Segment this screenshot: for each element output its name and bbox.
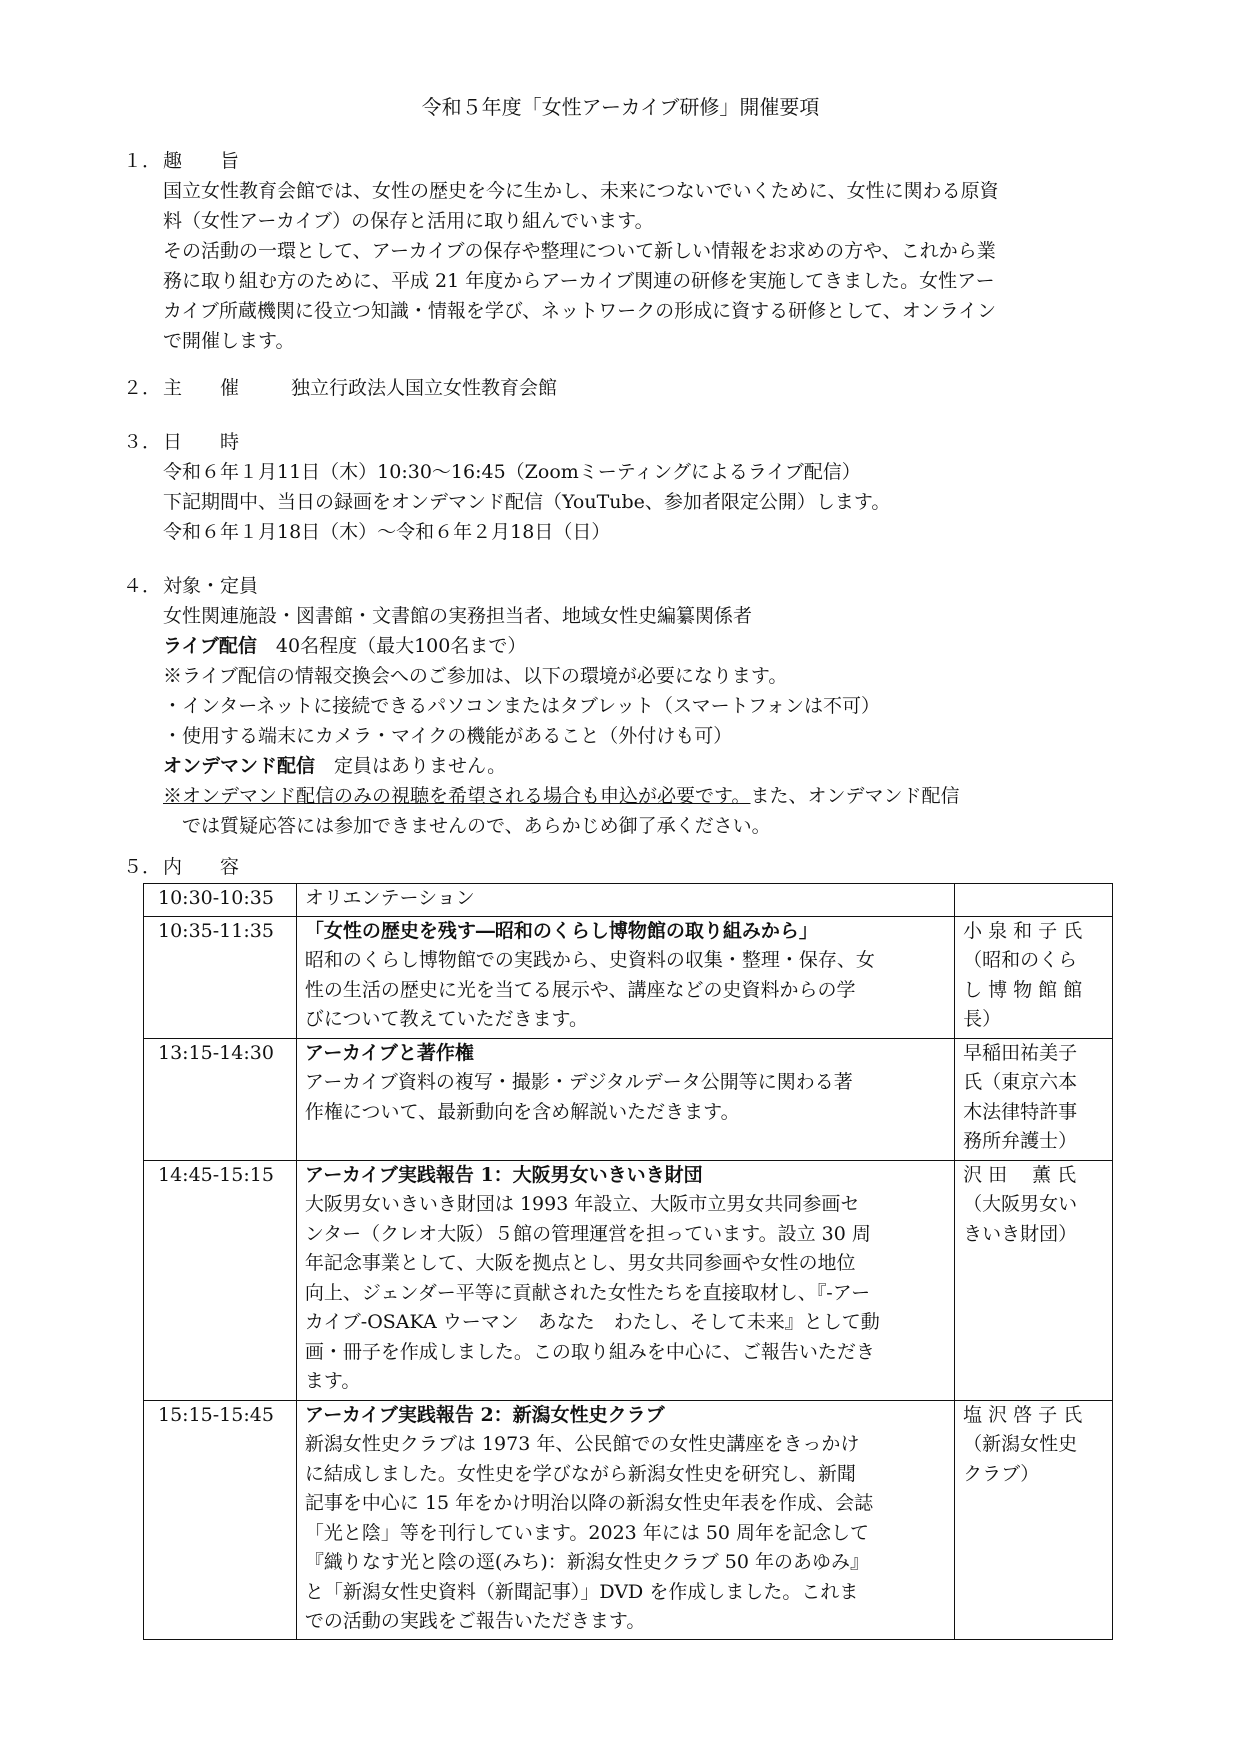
paragraph-line: カイブ所蔵機関に役立つ知識・情報を学び、ネットワークの形成に資する研修として、オンライン [163,300,997,322]
live-label: ライブ配信 [163,635,257,657]
section-label: 対象・定員 [163,575,259,597]
table-row [144,1160,1113,1400]
section-organizer [123,373,1123,403]
session-desc-line: での活動の実践をご報告いただきます。 [304,1610,646,1632]
speaker-cell [955,916,1113,1038]
speaker-line: 沢 田 薫 氏 [963,1163,1077,1186]
section-purpose [123,146,1123,356]
session-title: オリエンテーション [304,887,475,909]
section-body [163,457,1123,547]
section-number: ５． [123,856,162,878]
paragraph-line: 務に取り組む方のために、平成 21 年度からアーカイブ関連の研修を実施してきました。女性アー [163,270,995,292]
session-title: アーカイブと著作権 [304,1041,474,1064]
section-number: ２． [123,377,162,399]
section-heading [123,373,1123,403]
section-heading [123,427,1123,457]
section-number: ３． [123,431,162,453]
section-heading [123,146,1123,176]
live-note: ※ライブ配信の情報交換会へのご参加は、以下の環境が必要になります。 [163,665,788,687]
speaker-line: （大阪男女い [963,1193,1078,1215]
section-body [163,601,1123,841]
organizer-name: 独立行政法人国立女性教育会館 [291,377,558,399]
time-cell: 15:15-15:45 [144,1400,297,1639]
content-cell [296,1400,954,1639]
session-desc-line: 昭和のくらし博物館での実践から、史資料の収集・整理・保存、女 [304,949,875,971]
session-desc-line: アーカイブ資料の複写・撮影・デジタルデータ公開等に関わる著 [304,1071,853,1093]
session-title: 「女性の歴史を残す―昭和のくらし博物館の取り組みから」 [304,919,818,942]
session-desc-line: 「光と陰」等を刊行しています。2023 年には 50 周年を記念して [304,1521,870,1544]
session-desc-line: 『織りなす光と陰の逕(みち)：新潟女性史クラブ 50 年のあゆみ』 [304,1551,870,1573]
section-heading [123,852,1123,882]
paragraph-line: 国立女性教育会館では、女性の歴史を今に生かし、未来につないでいくために、女性に関わる原資 [163,180,999,202]
paragraph-line: その活動の一環として、アーカイブの保存や整理について新しい情報をお求めの方や、これから業 [163,240,996,262]
content-cell [296,916,954,1038]
ondemand-note-line2: では質疑応答には参加できませんので、あらかじめ御了承ください。 [182,815,771,837]
speaker-cell [955,1400,1113,1639]
ondemand-note-underlined: ※オンデマンド配信のみの視聴を希望される場合も申込が必要です。 [163,785,751,807]
speaker-line: し 博 物 館 館 [963,978,1083,1001]
section-label: 日 時 [163,431,240,453]
session-desc-line: 大阪男女いきいき財団は 1993 年設立、大阪市立男女共同参画セ [304,1193,860,1215]
datetime-line: 令和６年１月18日（木）～令和６年２月18日（日） [163,521,611,543]
speaker-line: きいき財団） [963,1222,1078,1245]
speaker-line: 塩 沢 啓 子 氏 [963,1403,1083,1426]
table-row [144,1400,1113,1639]
time-cell: 13:15-14:30 [144,1038,297,1160]
speaker-cell [955,884,1113,917]
session-desc-line: に結成しました。女性史を学びながら新潟女性史を研究し、新聞 [304,1462,856,1485]
session-desc-line: 作権について、最新動向を含め解説いただきます。 [304,1100,740,1123]
session-title: アーカイブ実践報告 1：大阪男女いきいき財団 [304,1163,703,1186]
table-row [144,1038,1113,1160]
session-desc-line: と「新潟女性史資料（新聞記事）」DVD を作成しました。これま [304,1580,859,1603]
ondemand-note-rest: また、オンデマンド配信 [750,785,960,807]
section-content [123,852,1123,882]
target-audience: 女性関連施設・図書館・文書館の実務担当者、地域女性史編纂関係者 [163,605,753,627]
speaker-line: 小 泉 和 子 氏 [963,919,1083,942]
session-desc-line: 向上、ジェンダー平等に貢献された女性たちを直接取材し、『-アー [304,1281,871,1304]
session-desc-line: ます。 [304,1370,361,1392]
table-row [144,884,1113,917]
ondemand-value: 定員はありません。 [334,755,507,777]
document-title: 令和５年度「女性アーカイブ研修」開催要項 [421,95,820,119]
content-cell [296,884,954,917]
speaker-cell [955,1160,1113,1400]
section-number: １． [123,150,162,172]
session-desc-line: 性の生活の歴史に光を当てる展示や、講座などの史資料からの学 [304,978,856,1001]
ondemand-label: オンデマンド配信 [163,755,316,777]
time-cell: 10:35-11:35 [144,916,297,1038]
speaker-line: 務所弁護士） [963,1130,1078,1152]
ondemand-capacity [163,751,1123,781]
table-row [144,916,1113,1038]
content-cell [296,1038,954,1160]
content-cell [296,1160,954,1400]
session-desc-line: びについて教えていただきます。 [304,1008,589,1030]
section-label: 内 容 [163,856,240,878]
session-title: アーカイブ実践報告 2：新潟女性史クラブ [304,1403,665,1426]
speaker-line: 氏（東京六本 [963,1071,1078,1093]
section-target [123,571,1123,841]
speaker-cell [955,1038,1113,1160]
live-capacity [163,631,1123,661]
time-cell: 14:45-15:15 [144,1160,297,1400]
ondemand-note [163,781,1123,811]
requirement-item: ・使用する端末にカメラ・マイクの機能があること（外付けも可） [163,725,733,747]
session-desc-line: 画・冊子を作成しました。この取り組みを中心に、ご報告いただき [304,1340,875,1363]
datetime-line: 下記期間中、当日の録画をオンデマンド配信（YouTube、参加者限定公開）します。 [163,491,891,513]
speaker-line: 長） [963,1008,1002,1030]
requirement-item: ・インターネットに接続できるパソコンまたはタブレット（スマートフォンは不可） [163,695,881,717]
speaker-line: （昭和のくら [963,949,1078,971]
session-desc-line: 新潟女性史クラブは 1973 年、公民館での女性史講座をきっかけ [304,1433,860,1455]
speaker-line: 早稲田祐美子 [963,1041,1078,1064]
session-desc-line: ンター（クレオ大阪）５館の管理運営を担っています。設立 30 周 [304,1222,871,1245]
speaker-line: （新潟女性史 [963,1433,1078,1455]
section-body [163,176,1123,356]
session-desc-line: カイブ-OSAKA ウーマン あなた わたし、そして未来』として動 [304,1311,880,1333]
section-label: 主 催 [163,377,240,399]
paragraph-line: で開催します。 [163,330,295,352]
time-cell: 10:30-10:35 [144,884,297,917]
session-desc-line: 記事を中心に 15 年をかけ明治以降の新潟女性史年表を作成、会誌 [304,1492,874,1514]
datetime-line: 令和６年１月11日（木）10:30～16:45（Zoomミーティングによるライブ配信） [163,461,861,483]
speaker-line: クラブ） [963,1462,1040,1485]
schedule-table [143,883,1113,1640]
paragraph-line: 料（女性アーカイブ）の保存と活用に取り組んでいます。 [163,210,654,232]
section-heading [123,571,1123,601]
session-desc-line: 年記念事業として、大阪を拠点とし、男女共同参画や女性の地位 [304,1252,856,1274]
section-label: 趣 旨 [163,150,240,172]
section-datetime [123,427,1123,547]
speaker-line: 木法律特許事 [963,1100,1078,1123]
section-number: ４． [123,575,162,597]
live-value: 40名程度（最大100名まで） [275,635,527,657]
